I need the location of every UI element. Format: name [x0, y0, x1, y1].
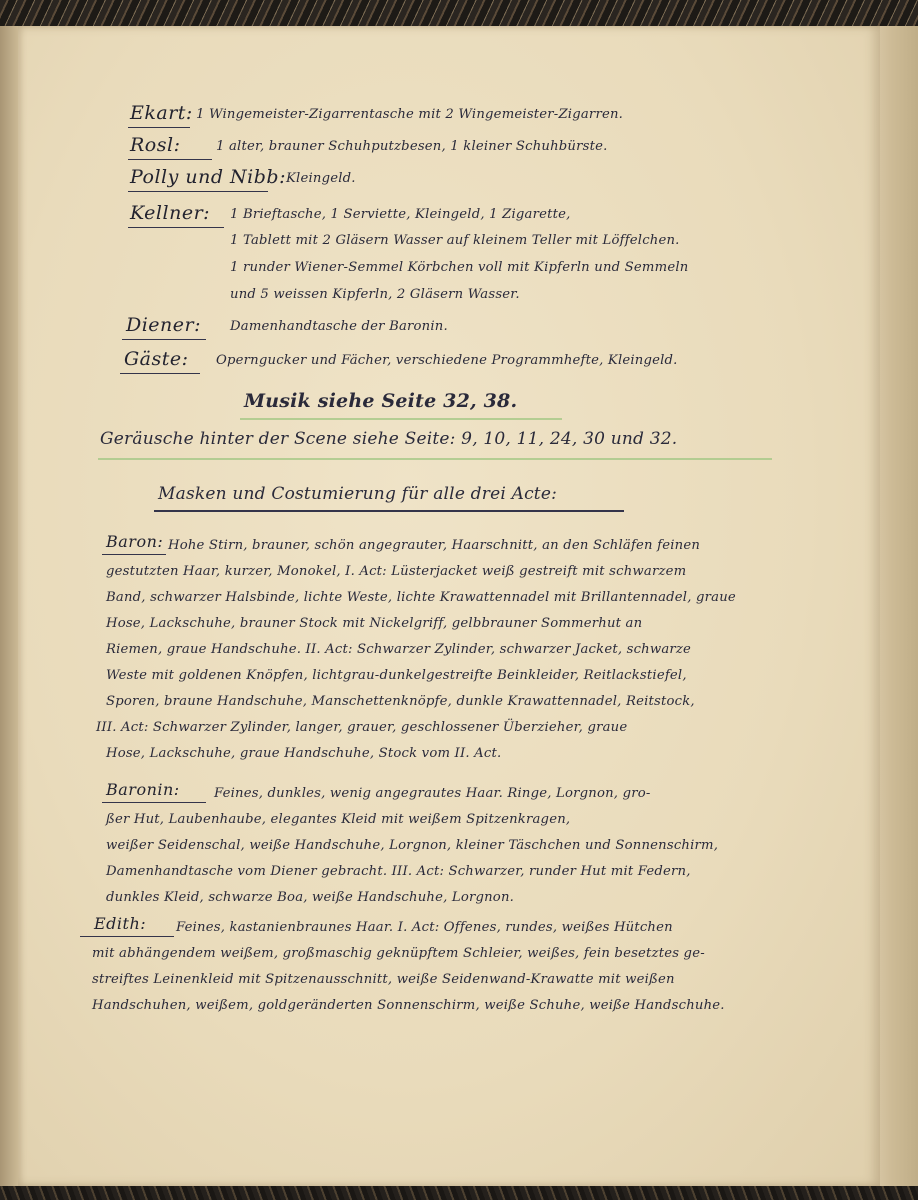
page-left-edge: [0, 26, 18, 1188]
costume-line: Sporen, braune Handschuhe, Manschettenknöpfe, dunkle Krawattennadel, Reitstock,: [106, 694, 695, 709]
costume-line: dunkles Kleid, schwarze Boa, weiße Handschuhe, Lorgnon.: [106, 890, 515, 905]
costume-line: Hose, Lackschuhe, graue Handschuhe, Stock vom II. Act.: [106, 746, 502, 761]
role-rosl: Rosl:: [130, 134, 181, 156]
underline: [128, 227, 224, 228]
underline: [128, 127, 190, 128]
role-baronin: Baronin:: [106, 780, 180, 799]
costume-line: ßer Hut, Laubenhaube, elegantes Kleid mit weißem Spitzenkragen,: [106, 812, 571, 827]
prop-line: Operngucker und Fächer, verschiedene Programmhefte, Kleingeld.: [216, 353, 678, 368]
costume-line: Feines, dunkles, wenig angegrautes Haar. Ringe, Lorgnon, gro-: [214, 786, 651, 801]
underline: [80, 936, 174, 937]
underline: [128, 159, 212, 160]
costume-line: Riemen, graue Handschuhe. II. Act: Schwarzer Zylinder, schwarzer Jacket, schwarze: [106, 642, 692, 657]
underline: [120, 373, 200, 374]
role-polly-nibb: Polly und Nibb:: [130, 166, 286, 188]
costume-line: Band, schwarzer Halsbinde, lichte Weste, lichte Krawattennadel mit Brillantennadel, graue: [106, 590, 736, 605]
underline: [154, 510, 624, 512]
prop-line: 1 Brieftasche, 1 Serviette, Kleingeld, 1 Zigarette,: [230, 207, 571, 222]
underline: [102, 554, 166, 555]
underline: [128, 191, 268, 192]
costume-line: III. Act: Schwarzer Zylinder, langer, grauer, geschlossener Überzieher, graue: [96, 720, 628, 735]
role-kellner: Kellner:: [130, 202, 211, 224]
role-gaeste: Gäste:: [124, 348, 189, 370]
prop-line: Kleingeld.: [286, 171, 356, 186]
role-diener: Diener:: [126, 314, 202, 336]
prop-line: 1 alter, brauner Schuhputzbesen, 1 kleiner Schuhbürste.: [216, 139, 608, 154]
costume-line: Hohe Stirn, brauner, schön angegrauter, Haarschnitt, an den Schläfen feinen: [168, 538, 701, 553]
underline: [122, 339, 206, 340]
costume-line: streiftes Leinenkleid mit Spitzenausschnitt, weiße Seidenwand-Krawatte mit weißen: [92, 972, 675, 987]
costume-line: Handschuhen, weißem, goldgeränderten Sonnenschirm, weiße Schuhe, weiße Handschuhe.: [92, 998, 725, 1013]
manuscript-page: [18, 26, 880, 1186]
costume-heading: Masken und Costumierung für alle drei Acte:: [158, 484, 558, 504]
costume-line: Damenhandtasche vom Diener gebracht. III. Act: Schwarzer, runder Hut mit Federn,: [106, 864, 691, 879]
noises-note: Geräusche hinter der Scene siehe Seite: 9, 10, 11, 24, 30 und 32.: [100, 429, 678, 449]
marbled-cover-bottom: [0, 1186, 918, 1200]
music-note: Musik siehe Seite 32, 38.: [244, 390, 518, 412]
costume-line: Weste mit goldenen Knöpfen, lichtgrau-dunkelgestreifte Beinkleider, Reitlackstiefel,: [106, 668, 687, 683]
prop-line: 1 Wingemeister-Zigarrentasche mit 2 Wingemeister-Zigarren.: [196, 107, 624, 122]
prop-line: und 5 weissen Kipferln, 2 Gläsern Wasser.: [230, 287, 520, 302]
costume-line: Feines, kastanienbraunes Haar. I. Act: Offenes, rundes, weißes Hütchen: [176, 920, 673, 935]
prop-line: 1 Tablett mit 2 Gläsern Wasser auf kleinem Teller mit Löffelchen.: [230, 233, 680, 248]
costume-line: weißer Seidenschal, weiße Handschuhe, Lorgnon, kleiner Täschchen und Sonnenschirm,: [106, 838, 719, 853]
underline: [102, 802, 206, 803]
prop-line: Damenhandtasche der Baronin.: [230, 319, 448, 334]
costume-line: mit abhängendem weißem, großmaschig geknüpftem Schleier, weißes, fein besetztes ge-: [92, 946, 705, 961]
marbled-cover-top: [0, 0, 918, 28]
role-edith: Edith:: [94, 914, 147, 933]
costume-line: Hose, Lackschuhe, brauner Stock mit Nickelgriff, gelbbrauner Sommerhut an: [106, 616, 643, 631]
role-ekart: Ekart:: [130, 102, 193, 124]
costume-line: gestutzten Haar, kurzer, Monokel, I. Act: Lüsterjacket weiß gestreift mit schwarzem: [106, 564, 687, 579]
role-baron: Baron:: [106, 532, 164, 551]
prop-line: 1 runder Wiener-Semmel Körbchen voll mit Kipferln und Semmeln: [230, 260, 689, 275]
green-underline: [98, 458, 772, 460]
green-underline: [240, 418, 562, 420]
